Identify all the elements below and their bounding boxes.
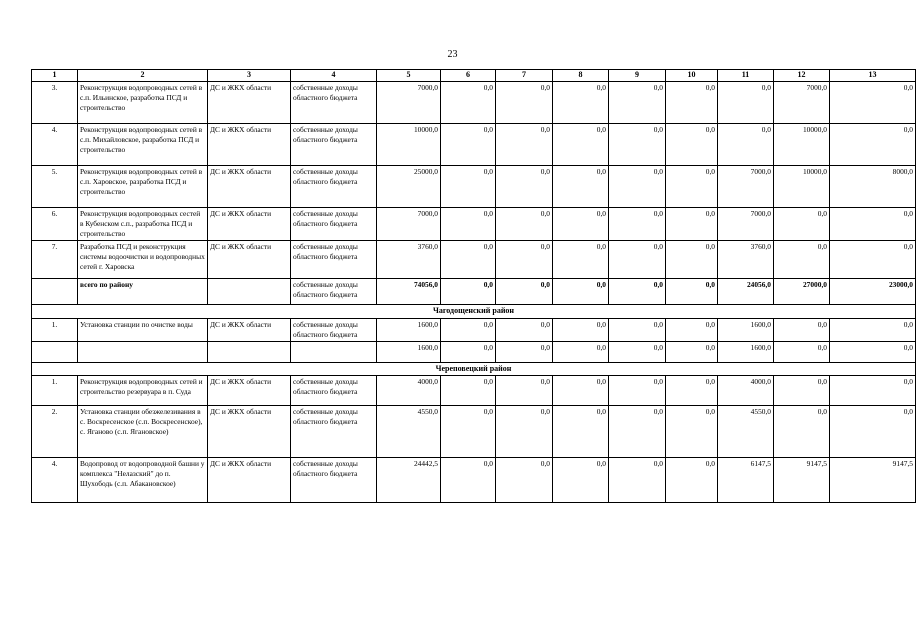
value-cell: 0,0 [553, 278, 609, 304]
value-cell: 0,0 [553, 240, 609, 278]
value-cell: 0,0 [830, 376, 916, 406]
value-cell: 1600,0 [718, 341, 774, 362]
table-row [32, 81, 916, 123]
value-cell: 0,0 [441, 341, 496, 362]
value-cell: 24056,0 [718, 278, 774, 304]
header-cell: 3 [208, 70, 291, 82]
value-cell: 0,0 [666, 376, 718, 406]
row-number: 4. [32, 123, 78, 165]
table-row [32, 458, 916, 503]
value-cell: 0,0 [441, 376, 496, 406]
value-cell: 0,0 [830, 207, 916, 240]
header-cell: 9 [609, 70, 666, 82]
executor [208, 341, 291, 362]
value-cell: 0,0 [553, 341, 609, 362]
value-cell: 0,0 [441, 318, 496, 341]
item-name: Реконструкция водопроводных сетей в с.п. Харовское, разработка ПСД и строительство [78, 165, 208, 207]
value-cell: 0,0 [609, 207, 666, 240]
value-cell: 0,0 [496, 406, 553, 458]
value-cell: 6147,5 [718, 458, 774, 503]
value-cell: 0,0 [609, 318, 666, 341]
value-cell: 23000,0 [830, 278, 916, 304]
value-cell: 0,0 [774, 318, 830, 341]
value-cell: 1600,0 [377, 318, 441, 341]
value-cell: 4550,0 [377, 406, 441, 458]
value-cell: 0,0 [774, 240, 830, 278]
header-cell: 5 [377, 70, 441, 82]
header-cell: 6 [441, 70, 496, 82]
executor: ДС и ЖКХ области [208, 318, 291, 341]
item-name: Реконструкция водопроводных сетей в с.п. Михайловское, разработка ПСД и строительство [78, 123, 208, 165]
item-name [78, 341, 208, 362]
table-row [32, 165, 916, 207]
funding-source: собственные доходы областного бюджета [291, 240, 377, 278]
value-cell: 0,0 [830, 81, 916, 123]
funding-source: собственные доходы областного бюджета [291, 123, 377, 165]
value-cell: 0,0 [609, 165, 666, 207]
value-cell: 27000,0 [774, 278, 830, 304]
item-name: всего по району [78, 278, 208, 304]
value-cell: 0,0 [774, 406, 830, 458]
funding-source: собственные доходы областного бюджета [291, 458, 377, 503]
item-name: Разработка ПСД и реконструкция системы водоочистки и водопроводных сетей г. Харовска [78, 240, 208, 278]
funding-source: собственные доходы областного бюджета [291, 165, 377, 207]
section-row [32, 362, 916, 376]
table-row [32, 376, 916, 406]
value-cell: 0,0 [609, 458, 666, 503]
value-cell: 0,0 [441, 207, 496, 240]
executor: ДС и ЖКХ области [208, 123, 291, 165]
value-cell: 10000,0 [774, 165, 830, 207]
value-cell: 0,0 [441, 278, 496, 304]
value-cell: 0,0 [774, 207, 830, 240]
section-title: Чагодощенский район [32, 304, 916, 318]
value-cell: 0,0 [553, 81, 609, 123]
value-cell: 0,0 [609, 341, 666, 362]
value-cell: 0,0 [666, 207, 718, 240]
table-row [32, 406, 916, 458]
value-cell: 0,0 [496, 376, 553, 406]
item-name: Установка станции по очистке воды [78, 318, 208, 341]
value-cell: 0,0 [441, 123, 496, 165]
value-cell: 0,0 [666, 165, 718, 207]
row-number: 1. [32, 318, 78, 341]
table-row [32, 318, 916, 341]
header-cell: 13 [830, 70, 916, 82]
table-row [32, 207, 916, 240]
funding-source [291, 341, 377, 362]
value-cell: 0,0 [666, 81, 718, 123]
value-cell: 0,0 [830, 240, 916, 278]
value-cell: 0,0 [441, 406, 496, 458]
value-cell: 25000,0 [377, 165, 441, 207]
executor: ДС и ЖКХ области [208, 406, 291, 458]
value-cell: 7000,0 [718, 165, 774, 207]
value-cell: 0,0 [666, 406, 718, 458]
value-cell: 0,0 [553, 207, 609, 240]
funding-source: собственные доходы областного бюджета [291, 207, 377, 240]
header-cell: 10 [666, 70, 718, 82]
value-cell: 0,0 [609, 240, 666, 278]
executor: ДС и ЖКХ области [208, 376, 291, 406]
funding-source: собственные доходы областного бюджета [291, 406, 377, 458]
value-cell: 0,0 [830, 406, 916, 458]
value-cell: 9147,5 [830, 458, 916, 503]
table-header-row [32, 70, 916, 82]
value-cell: 0,0 [496, 341, 553, 362]
item-name: Реконструкция водопроводных сестей в Кубенском с.п., разработка ПСД и строительство [78, 207, 208, 240]
row-number: 6. [32, 207, 78, 240]
value-cell: 1600,0 [718, 318, 774, 341]
value-cell: 0,0 [666, 318, 718, 341]
value-cell: 0,0 [553, 123, 609, 165]
section-row [32, 304, 916, 318]
row-number: 4. [32, 458, 78, 503]
value-cell: 0,0 [496, 207, 553, 240]
header-cell: 12 [774, 70, 830, 82]
value-cell: 0,0 [441, 458, 496, 503]
executor [208, 278, 291, 304]
row-number: 3. [32, 81, 78, 123]
item-name: Водопровод от водопроводной башни у комплекса "Нелазский" до п. Шухободь (с.п. Абакановское) [78, 458, 208, 503]
value-cell: 9147,5 [774, 458, 830, 503]
row-number [32, 341, 78, 362]
item-name: Реконструкция водопроводных сетей в с.п. Ильинское, разработка ПСД и строительство [78, 81, 208, 123]
item-name: Установка станции обезжелезивания в с. Воскресенское (с.п. Воскресенское), с. Яганово (с.п. Ягановское) [78, 406, 208, 458]
item-name: Реконструкция водопроводных сетей и строительство резервуара в п. Суда [78, 376, 208, 406]
row-number [32, 278, 78, 304]
value-cell: 0,0 [496, 240, 553, 278]
value-cell: 0,0 [718, 81, 774, 123]
value-cell: 10000,0 [377, 123, 441, 165]
value-cell: 4550,0 [718, 406, 774, 458]
row-number: 2. [32, 406, 78, 458]
value-cell: 0,0 [553, 318, 609, 341]
executor: ДС и ЖКХ области [208, 81, 291, 123]
value-cell: 0,0 [496, 165, 553, 207]
value-cell: 0,0 [666, 240, 718, 278]
value-cell: 10000,0 [774, 123, 830, 165]
value-cell: 0,0 [609, 123, 666, 165]
value-cell: 0,0 [609, 376, 666, 406]
total-row [32, 278, 916, 304]
header-cell: 11 [718, 70, 774, 82]
value-cell: 0,0 [609, 278, 666, 304]
row-number: 7. [32, 240, 78, 278]
value-cell: 0,0 [496, 81, 553, 123]
header-cell: 4 [291, 70, 377, 82]
value-cell: 0,0 [553, 406, 609, 458]
value-cell: 0,0 [496, 458, 553, 503]
value-cell: 0,0 [666, 341, 718, 362]
executor: ДС и ЖКХ области [208, 165, 291, 207]
value-cell: 0,0 [553, 376, 609, 406]
value-cell: 0,0 [830, 341, 916, 362]
executor: ДС и ЖКХ области [208, 240, 291, 278]
value-cell: 24442,5 [377, 458, 441, 503]
value-cell: 7000,0 [774, 81, 830, 123]
value-cell: 0,0 [666, 278, 718, 304]
header-cell: 2 [78, 70, 208, 82]
value-cell: 0,0 [774, 376, 830, 406]
value-cell: 3760,0 [377, 240, 441, 278]
value-cell: 3760,0 [718, 240, 774, 278]
value-cell: 74056,0 [377, 278, 441, 304]
funding-source: собственные доходы областного бюджета [291, 376, 377, 406]
value-cell: 0,0 [830, 123, 916, 165]
row-number: 1. [32, 376, 78, 406]
header-cell: 7 [496, 70, 553, 82]
value-cell: 0,0 [666, 123, 718, 165]
executor: ДС и ЖКХ области [208, 458, 291, 503]
value-cell: 0,0 [496, 318, 553, 341]
funding-source: собственные доходы областного бюджета [291, 278, 377, 304]
page-number: 23 [447, 49, 458, 60]
header-cell: 1 [32, 70, 78, 82]
value-cell: 4000,0 [377, 376, 441, 406]
funding-source: собственные доходы областного бюджета [291, 318, 377, 341]
value-cell: 0,0 [609, 81, 666, 123]
table-row [32, 123, 916, 165]
value-cell: 0,0 [609, 406, 666, 458]
value-cell: 0,0 [441, 81, 496, 123]
value-cell: 0,0 [553, 165, 609, 207]
table-row [32, 240, 916, 278]
executor: ДС и ЖКХ области [208, 207, 291, 240]
value-cell: 0,0 [830, 318, 916, 341]
value-cell: 0,0 [441, 240, 496, 278]
value-cell: 0,0 [553, 458, 609, 503]
value-cell: 0,0 [496, 123, 553, 165]
table-row [32, 341, 916, 362]
value-cell: 7000,0 [377, 207, 441, 240]
value-cell: 0,0 [718, 123, 774, 165]
value-cell: 8000,0 [830, 165, 916, 207]
budget-table [31, 69, 916, 503]
value-cell: 4000,0 [718, 376, 774, 406]
value-cell: 0,0 [496, 278, 553, 304]
value-cell: 0,0 [666, 458, 718, 503]
value-cell: 1600,0 [377, 341, 441, 362]
header-cell: 8 [553, 70, 609, 82]
value-cell: 7000,0 [377, 81, 441, 123]
value-cell: 0,0 [441, 165, 496, 207]
funding-source: собственные доходы областного бюджета [291, 81, 377, 123]
value-cell: 7000,0 [718, 207, 774, 240]
row-number: 5. [32, 165, 78, 207]
section-title: Череповецкий район [32, 362, 916, 376]
value-cell: 0,0 [774, 341, 830, 362]
